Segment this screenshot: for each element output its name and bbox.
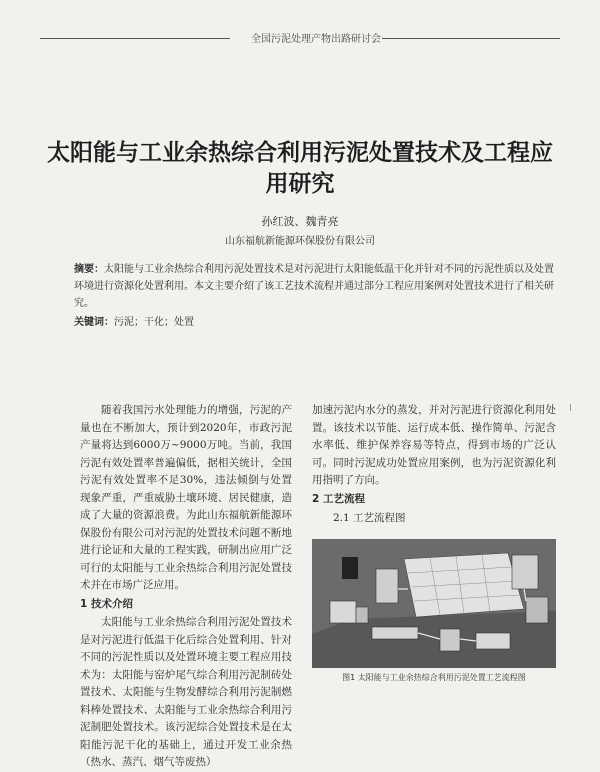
- sludge-truck: [330, 601, 356, 623]
- header-rule-right: [382, 38, 560, 39]
- continued-paragraph: 加速污泥内水分的蒸发，并对污泥进行资源化利用处置。该技术以节能、运行成本低、操作简单、污泥含水率低、维护保养容易等特点，得到市场的广泛认可。同时污泥成功处置应用案例，也为污泥资源化利用指明了方向。: [312, 404, 556, 486]
- abstract: [74, 261, 554, 312]
- heat-exchanger: [512, 555, 538, 589]
- section-1-heading: 1 技术介绍: [80, 597, 133, 610]
- reactor-unit: [342, 557, 358, 579]
- abstract-text: 太阳能与工业余热综合利用污泥处置技术是对污泥进行太阳能低温干化并针对不同的污泥性质以及处置环境进行资源化处置利用。本文主要介绍了该工艺技术流程并通过部分工程应用案例对处置技术进行了相关研究。: [74, 264, 554, 309]
- product-stack: [476, 633, 510, 649]
- section-1-paragraph: 太阳能与工业余热综合利用污泥处置技术是对污泥进行低温干化后综合处置利用、针对不同的污泥性质以及处置环境主要工程应用技术为：太阳能与窑炉尾气综合利用污泥制砖处置技术、太阳能与生物发酵综合利用污泥制燃料棒处置技术、太阳能与工业余热综合利用污泥制肥处置技术。该污泥综合处置技术是在太阳能污泥干化的基础上，通过开发工业余热（热水、蒸汽、烟气等废热）: [80, 616, 292, 768]
- right-column: [312, 402, 556, 534]
- running-header: [40, 30, 560, 46]
- keywords-label: 关键词：: [74, 317, 114, 328]
- keywords: [74, 313, 554, 328]
- conveyor-belt: [372, 627, 418, 639]
- section-2-heading: 2 工艺流程: [312, 492, 365, 505]
- journal-name: 全国污泥处理产物出路研讨会: [251, 34, 381, 45]
- process-flow-figure: [312, 539, 556, 668]
- left-column: [80, 402, 292, 772]
- paper-title: 太阳能与工业余热综合利用污泥处置技术及工程应用研究: [47, 140, 553, 197]
- truck-cab: [356, 607, 368, 623]
- keywords-text: 污泥；干化；处置: [114, 317, 194, 328]
- solar-greenhouse: [404, 553, 524, 617]
- authors: 孙红波、魏青亮: [261, 215, 339, 228]
- boiler-unit: [526, 597, 548, 623]
- intro-paragraph: 随着我国污水处理能力的增强，污泥的产量也在不断加大，预计到2020年，市政污泥产量将达到6000万~9000万吨。当前，我国污泥有效处置率普遍偏低，据相关统计，全国污泥有效处置率不足30%，违法倾倒与处置现象严重，严重威胁土壤环境、居民健康，造成了大量的资源浪费。为此山东福航新能源环保股份有限公司对污泥的处置技术问题不断地进行论证和大量的工程实践，研制出应用广泛可行的太阳能与工业余热综合利用污泥处置技术并在市场广泛应用。: [80, 404, 292, 591]
- process-flow-diagram: [312, 539, 556, 668]
- feed-hopper: [376, 569, 398, 603]
- storage-tank: [440, 629, 460, 651]
- abstract-label: 摘要：: [74, 264, 104, 275]
- section-2-1-heading: 2.1 工艺流程图: [333, 512, 406, 524]
- header-rule-left: [40, 38, 230, 39]
- margin-mark: [570, 404, 571, 411]
- figure-caption: 图1 太阳能与工业余热综合利用污泥处置工艺流程图: [342, 673, 526, 682]
- affiliation: 山东福航新能源环保股份有限公司: [225, 236, 375, 247]
